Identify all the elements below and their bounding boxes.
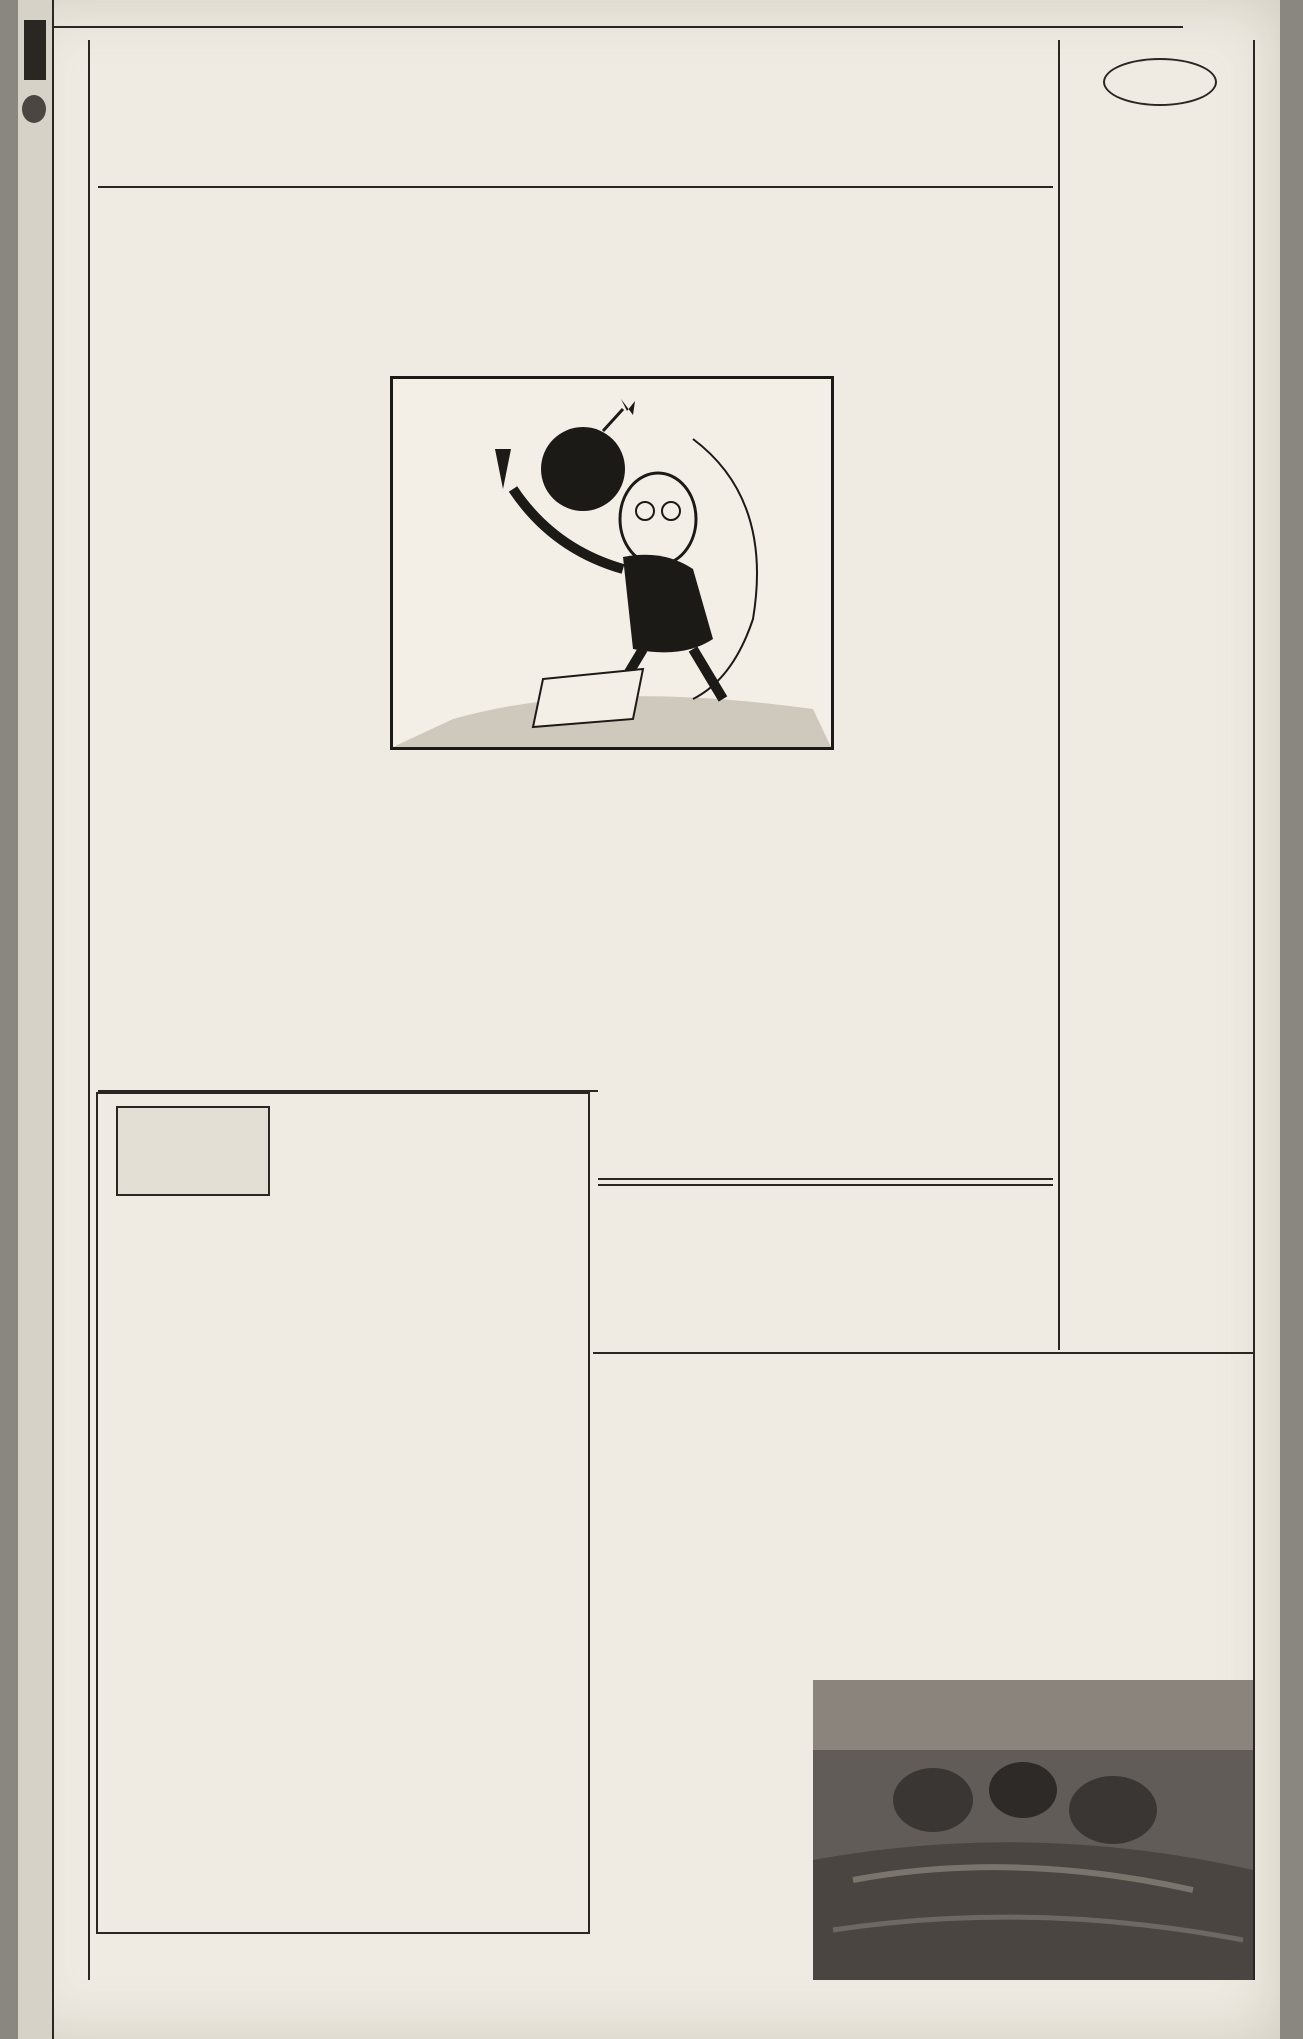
binding-strip: [18, 0, 54, 2039]
watan-logo-frame: [116, 1106, 270, 1196]
article-column-2: [603, 192, 825, 370]
horizontal-rule: [98, 186, 1053, 188]
punch-hole: [22, 95, 46, 123]
column-divider: [1058, 40, 1060, 1350]
column-divider: [88, 40, 90, 1980]
watan-body: [112, 1202, 572, 1922]
embezzlement-headline: [598, 1178, 1053, 1186]
article-column-4: [98, 192, 338, 1092]
prison-photo-image: [813, 1680, 1253, 1980]
page-header: [18, 0, 1183, 28]
article-column-1: [836, 192, 1050, 1192]
article-column-3: [358, 192, 596, 370]
cartoon-drawing: [393, 379, 831, 747]
embezzlement-body: [600, 1220, 1050, 1344]
article-column-2-bottom: [358, 752, 596, 1082]
political-cartoon: [390, 376, 834, 750]
side-label-oval: [1103, 58, 1217, 106]
column-divider: [1253, 40, 1255, 1980]
article-column-1-bottom: [603, 752, 825, 1192]
margin-mark: [24, 20, 46, 80]
prisons-body: [598, 1440, 1248, 1670]
prison-photo: [813, 1680, 1253, 1980]
watan-box: [96, 1092, 590, 1934]
sidebar-body: [1070, 232, 1248, 1312]
newspaper-page: [18, 0, 1280, 2039]
horizontal-rule: [593, 1352, 1253, 1354]
